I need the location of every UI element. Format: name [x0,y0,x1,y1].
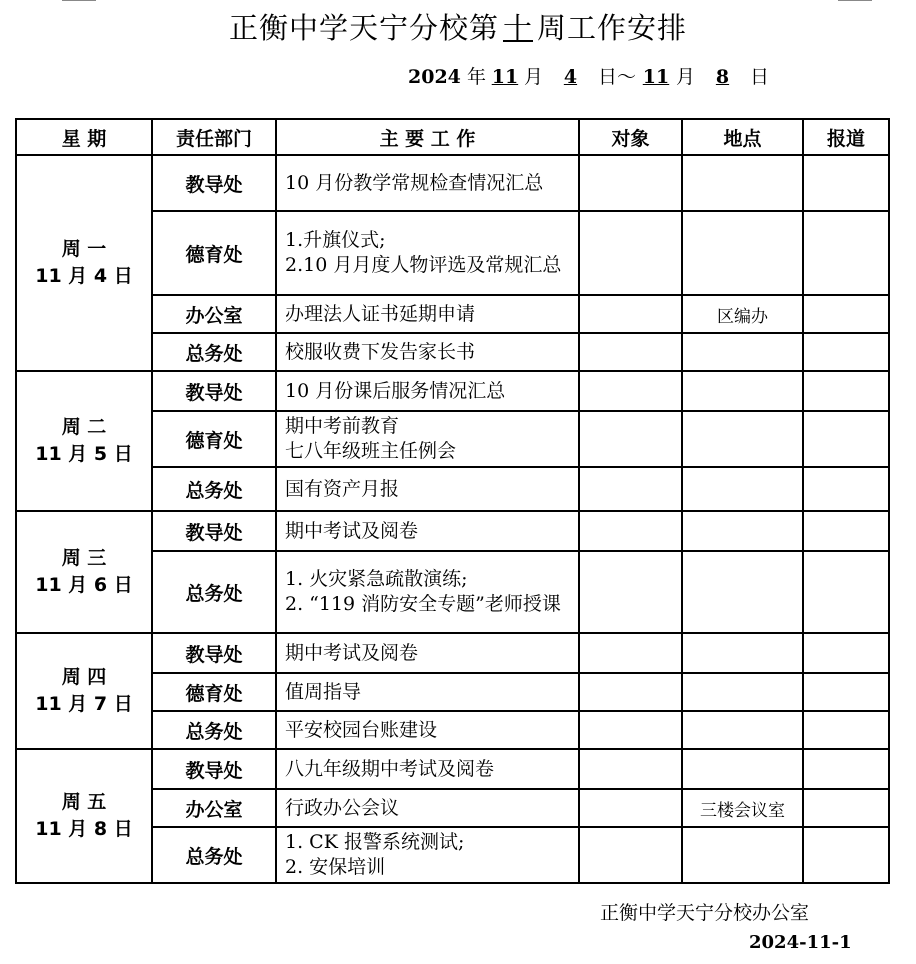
date-end-day: 8 [715,66,730,88]
report-cell [803,155,889,211]
header-day: 星 期 [16,119,152,155]
report-cell [803,333,889,371]
schedule-body [16,155,889,883]
target-cell [579,333,682,371]
task-cell [276,333,579,371]
task-cell [276,467,579,511]
report-cell [803,411,889,467]
report-cell [803,511,889,551]
date-end-month: 11 [642,66,670,88]
weekday-label: 周 四 [61,666,107,688]
location-cell: 区编办 [682,295,803,333]
header-report: 报道 [803,119,889,155]
weekday-label: 周 三 [61,547,107,569]
location-cell [682,511,803,551]
date-label: 11 月 8 日 [35,818,133,840]
table-header-row [16,119,889,155]
report-cell [803,371,889,411]
task-cell [276,551,579,633]
task-cell [276,789,579,827]
location-cell [682,211,803,295]
corner-mark-right [838,0,872,1]
task-cell [276,155,579,211]
report-cell [803,295,889,333]
table-row [16,155,889,211]
dept-cell: 总务处 [152,551,276,633]
target-cell [579,155,682,211]
report-cell [803,211,889,295]
task-cell [276,411,579,467]
task-line: 10 月份教学常规检查情况汇总 [285,171,544,194]
weekday-label: 周 五 [61,791,107,813]
date-start-month: 11 [491,66,519,88]
date-start-day: 4 [563,66,578,88]
date-month-label-1: 月 [523,66,543,88]
target-cell [579,411,682,467]
task-line: 10 月份课后服务情况汇总 [285,379,506,402]
day-cell [16,511,152,633]
dept-cell: 总务处 [152,711,276,749]
table-row [16,749,889,789]
task-line: 2. “119 消防安全专题”老师授课 [285,593,561,615]
dept-cell: 德育处 [152,411,276,467]
location-cell [682,411,803,467]
weekday-label: 周 二 [61,416,107,438]
date-range [408,62,769,89]
task-line: 平安校园台账建设 [285,718,438,741]
date-day-label: 日 [750,66,770,88]
location-cell [682,551,803,633]
location-cell [682,155,803,211]
task-line: 期中考试及阅卷 [285,519,419,542]
location-cell [682,749,803,789]
date-month-label-2: 月 [675,66,695,88]
report-cell [803,551,889,633]
date-year-label: 年 [466,66,486,88]
day-cell [16,749,152,883]
report-cell [803,633,889,673]
task-line: 国有资产月报 [285,477,400,500]
task-cell [276,673,579,711]
date-label: 11 月 6 日 [35,574,133,596]
footer-date: 2024-11-1 [749,932,852,953]
target-cell [579,789,682,827]
dept-cell: 总务处 [152,333,276,371]
target-cell [579,673,682,711]
dept-cell: 教导处 [152,155,276,211]
date-year: 2024 [408,66,461,88]
schedule-table [15,118,890,884]
report-cell [803,827,889,883]
task-cell [276,511,579,551]
location-cell [682,711,803,749]
task-cell [276,749,579,789]
task-cell [276,633,579,673]
dept-cell: 办公室 [152,789,276,827]
dept-cell: 德育处 [152,673,276,711]
page-title [0,6,916,47]
header-target: 对象 [579,119,682,155]
date-label: 11 月 4 日 [35,265,133,287]
header-task: 主 要 工 作 [276,119,579,155]
task-line: 七八年级班主任例会 [285,440,457,462]
day-cell [16,155,152,371]
target-cell [579,295,682,333]
task-line: 2. 安保培训 [285,856,386,878]
header-location: 地点 [682,119,803,155]
task-line: 期中考试及阅卷 [285,641,419,664]
location-cell [682,333,803,371]
task-line: 1.升旗仪式; [285,229,386,251]
location-cell: 三楼会议室 [682,789,803,827]
location-cell [682,673,803,711]
dept-cell: 教导处 [152,633,276,673]
report-cell [803,711,889,749]
report-cell [803,749,889,789]
title-suffix: 周工作安排 [537,11,688,45]
location-cell [682,467,803,511]
date-label: 11 月 7 日 [35,693,133,715]
task-line: 八九年级期中考试及阅卷 [285,757,495,780]
footer-organization: 正衡中学天宁分校办公室 [600,902,810,924]
task-cell [276,211,579,295]
task-line: 期中考前教育 [285,415,400,437]
task-cell [276,827,579,883]
task-line: 值周指导 [285,680,362,703]
task-line: 行政办公会议 [285,796,400,819]
target-cell [579,371,682,411]
location-cell [682,371,803,411]
dept-cell: 办公室 [152,295,276,333]
dept-cell: 教导处 [152,749,276,789]
task-line: 2.10 月月度人物评选及常规汇总 [285,254,562,276]
report-cell [803,673,889,711]
day-cell [16,633,152,749]
target-cell [579,551,682,633]
target-cell [579,511,682,551]
task-cell [276,711,579,749]
dept-cell: 德育处 [152,211,276,295]
date-label: 11 月 5 日 [35,443,133,465]
task-line: 办理法人证书延期申请 [285,302,476,325]
title-prefix: 正衡中学天宁分校第 [228,11,499,45]
dept-cell: 教导处 [152,371,276,411]
report-cell [803,467,889,511]
location-cell [682,633,803,673]
date-tilde: 日～ [597,66,636,88]
weekday-label: 周 一 [61,238,107,260]
table-row [16,633,889,673]
task-line: 校服收费下发告家长书 [285,340,476,363]
target-cell [579,711,682,749]
task-line: 1. CK 报警系统测试; [285,831,465,853]
task-line: 1. 火灾紧急疏散演练; [285,568,468,590]
target-cell [579,467,682,511]
task-cell [276,371,579,411]
table-row [16,371,889,411]
task-cell [276,295,579,333]
target-cell [579,827,682,883]
header-dept: 责任部门 [152,119,276,155]
dept-cell: 总务处 [152,467,276,511]
target-cell [579,749,682,789]
title-week-number: 十 [502,11,533,45]
report-cell [803,789,889,827]
corner-mark-left [62,0,96,1]
target-cell [579,211,682,295]
dept-cell: 总务处 [152,827,276,883]
location-cell [682,827,803,883]
day-cell [16,371,152,511]
dept-cell: 教导处 [152,511,276,551]
table-row [16,511,889,551]
target-cell [579,633,682,673]
